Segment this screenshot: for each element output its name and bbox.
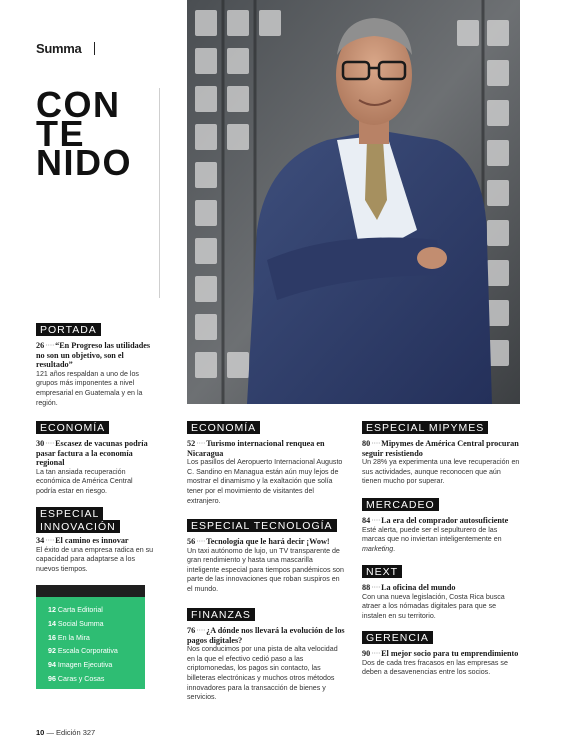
headline-text: La oficina del mundo	[381, 583, 456, 592]
headline-text: El mejor socio para tu emprendimiento	[381, 649, 519, 658]
list-item[interactable]: 92 Escala Corporativa	[48, 647, 118, 656]
section-label: FINANZAS	[187, 608, 255, 621]
section-label: NEXT	[362, 565, 402, 578]
section-economia-left	[36, 418, 154, 497]
title-line: TE	[36, 113, 86, 154]
brand-divider	[94, 42, 95, 55]
page-title	[36, 84, 132, 183]
dots-separator: ····	[196, 626, 206, 635]
page-number: 84	[362, 516, 371, 525]
article-summary: Un taxi autónomo de lujo, un TV transparente de gran rendimiento y hasta una mascarilla inteligente especial para tiempos pandémicos son parte de las innovaciones que roban suspiros en el mundo.	[187, 546, 344, 593]
section-label: ESPECIAL TECNOLOGÍA	[187, 519, 337, 532]
page-number: 30	[36, 439, 45, 448]
section-label: ESPECIAL	[36, 507, 103, 520]
section-label: PORTADA	[36, 323, 101, 336]
list-item[interactable]: 12 Carta Editorial	[48, 606, 103, 614]
page-number: 26	[36, 341, 45, 350]
section-mercadeo	[362, 495, 522, 554]
footer-page-number: 10	[36, 728, 45, 737]
list-item[interactable]: 14 Social Summa	[48, 619, 104, 628]
section-portada	[36, 320, 154, 408]
page-number: 56	[187, 537, 196, 546]
article-headline[interactable]	[362, 439, 522, 458]
page-number: 90	[362, 649, 371, 658]
page-number: 52	[187, 439, 196, 448]
footer-dash: —	[46, 728, 54, 737]
section-finanzas	[187, 605, 347, 703]
dots-separator: ····	[45, 439, 55, 448]
article-headline[interactable]	[36, 439, 154, 468]
dots-separator: ····	[371, 516, 381, 525]
section-label: GERENCIA	[362, 631, 433, 644]
article-headline[interactable]	[187, 439, 347, 458]
article-summary: Los pasillos del Aeropuerto Internacional Augusto C. Sandino en Managua están aún muy lejos de mostrar el dinamismo y la exaltación que solía tener por el movimiento de visitantes del extranjero.	[187, 458, 343, 505]
section-gerencia	[362, 628, 522, 678]
dots-separator: ····	[45, 536, 55, 545]
article-headline[interactable]	[362, 516, 522, 526]
article-summary: El éxito de una empresa radica en su capacidad para adaptarse a los nuevos tiempos.	[36, 545, 154, 573]
cover-photo	[187, 0, 520, 404]
section-next	[362, 562, 522, 621]
list-item[interactable]: 96 Caras y Cosas	[48, 674, 105, 683]
headline-text: El camino es innovar	[55, 536, 129, 545]
headline-text: Turismo internacional renquea en Nicaragua	[187, 439, 325, 458]
divider-line	[159, 88, 160, 298]
dots-separator: ····	[45, 341, 55, 350]
brand-logo: Summa	[36, 41, 82, 56]
footer-edition: Edición 327	[56, 728, 96, 737]
section-innovacion	[36, 507, 154, 574]
article-summary: 121 años respaldan a uno de los grupos más imponentes a nivel empresarial en Guatemala y en la región.	[36, 369, 143, 407]
article-summary: Nos conducimos por una pista de alta velocidad en la que el efectivo cedió paso a las criptomonedas, los pagos sin contacto, las billeteras electrónicas y muchos otros métodos innovadores para la transacción de bienes y servicios.	[187, 645, 338, 702]
dots-separator: ····	[196, 439, 206, 448]
article-headline[interactable]	[362, 583, 522, 593]
section-economia-mid	[187, 418, 347, 506]
section-mipymes	[362, 418, 522, 487]
article-headline[interactable]	[187, 626, 347, 645]
section-label: ECONOMÍA	[187, 421, 260, 434]
page-number: 80	[362, 439, 371, 448]
section-label: ESPECIAL MIPYMES	[362, 421, 488, 434]
title-line: NIDO	[36, 142, 132, 183]
headline-text: La era del comprador autosuficiente	[381, 516, 509, 525]
article-headline[interactable]	[36, 536, 154, 546]
headline-text: Tecnología que le hará decir ¡Wow!	[206, 537, 330, 546]
article-headline[interactable]	[36, 341, 154, 370]
article-summary: Un 28% ya experimenta una leve recuperación en sus actividades, aunque reconocen que aún tienen mucho por superar.	[362, 458, 520, 486]
dots-separator: ····	[371, 649, 381, 658]
article-summary: Dos de cada tres fracasos en las empresas se deben a desavenencias entre los socios.	[362, 658, 508, 677]
dots-separator: ····	[196, 537, 206, 546]
section-label: MERCADEO	[362, 498, 439, 511]
dots-separator: ····	[371, 439, 381, 448]
section-label: INNOVACIÓN	[36, 520, 120, 533]
dots-separator: ····	[371, 583, 381, 592]
page-footer	[36, 728, 95, 737]
article-summary: Con una nueva legislación, Costa Rica busca atraer a los nómadas digitales para que se instalen en su territorio.	[362, 592, 505, 620]
page-number: 34	[36, 536, 45, 545]
headline-text: Mipymes de América Central procuran seguir resistiendo	[362, 439, 519, 458]
page-number: 88	[362, 583, 371, 592]
headline-text: “En Progreso las utilidades no son un objetivo, son el resultado”	[36, 341, 151, 370]
headline-text: Escasez de vacunas podría pasar factura a la economía regional	[36, 439, 148, 468]
article-summary: Esté alerta, puede ser el sepulturero de las marcas que no inviertan inteligentemente en marketing.	[362, 525, 502, 553]
page-number: 76	[187, 626, 196, 635]
section-tecnologia	[187, 516, 347, 595]
section-label: ECONOMÍA	[36, 421, 109, 434]
article-headline[interactable]	[187, 537, 347, 547]
list-item[interactable]: 16 En la Mira	[48, 633, 90, 642]
title-line: CON	[36, 84, 121, 125]
list-item[interactable]: 94 Imagen Ejecutiva	[48, 661, 113, 670]
headline-text: ¿A dónde nos llevará la evolución de los pagos digitales?	[187, 626, 345, 645]
article-summary: La tan ansiada recuperación económica de América Central podría estar en riesgo.	[36, 467, 133, 495]
sections-list	[48, 604, 118, 687]
sections-box	[36, 585, 145, 689]
article-headline[interactable]	[362, 649, 522, 659]
